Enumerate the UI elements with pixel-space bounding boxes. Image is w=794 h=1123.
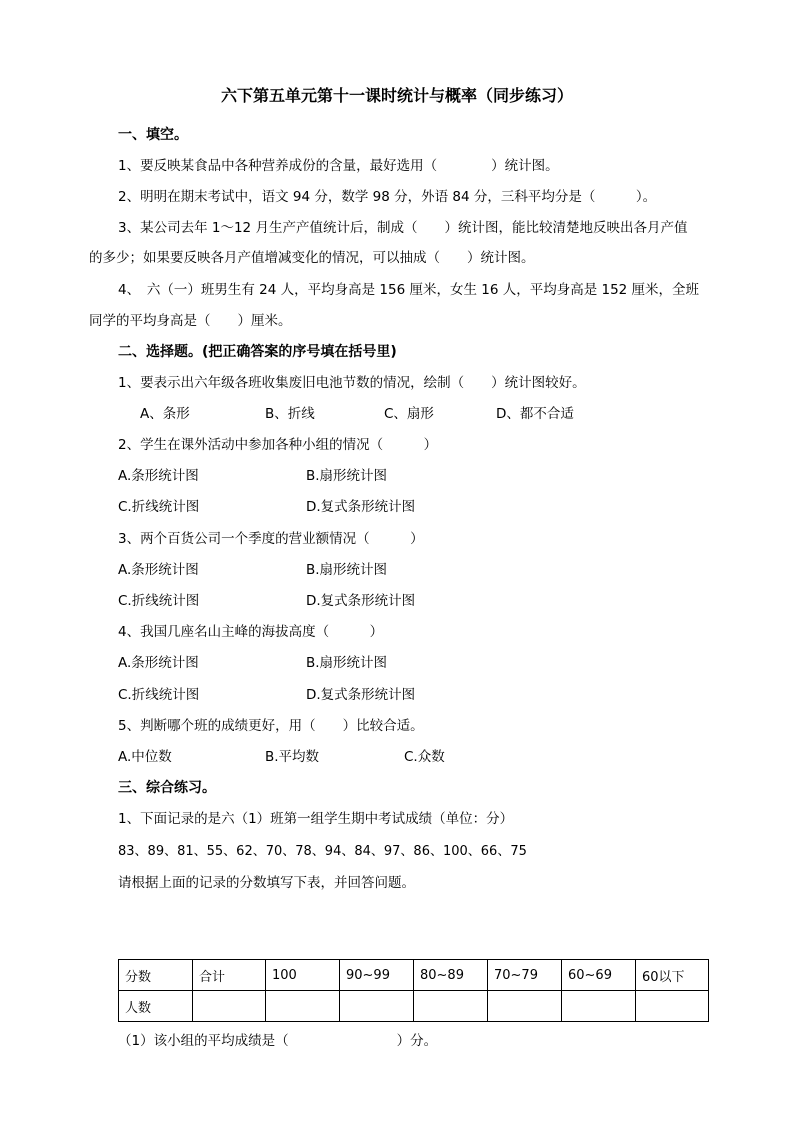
- choice-5-option-c: C.众数: [404, 749, 445, 765]
- table-blank-cell[interactable]: [636, 991, 709, 1022]
- choice-4-option-a: A.条形统计图: [118, 655, 199, 671]
- section-practice-heading: 三、综合练习。: [118, 780, 216, 796]
- choice-4-option-b: B.扇形统计图: [306, 655, 388, 671]
- choice-question-5: 5、判断哪个班的成绩更好，用（ ）比较合适。: [118, 718, 424, 734]
- choice-3-option-c: C.折线统计图: [118, 593, 200, 609]
- choice-3-option-b: B.扇形统计图: [306, 562, 388, 578]
- choice-question-1: 1、要表示出六年级各班收集废旧电池节数的情况，绘制（ ）统计图较好。: [118, 375, 586, 391]
- choice-1-option-a: A、条形: [140, 406, 190, 422]
- fill-question-3-line1: 3、某公司去年 1～12 月生产产值统计后，制成（ ）统计图，能比较清楚地反映出各月产值: [118, 220, 688, 236]
- choice-3-option-a: A.条形统计图: [118, 562, 199, 578]
- fill-question-4-line2: 同学的平均身高是（ ）厘米。: [89, 313, 292, 329]
- score-list: 83、89、81、55、62、70、78、94、84、97、86、100、66、75: [118, 844, 527, 859]
- score-table: [118, 959, 709, 1022]
- table-header-cell: 合计: [193, 960, 266, 991]
- choice-1-option-b: B、折线: [265, 406, 315, 422]
- table-blank-cell[interactable]: [193, 991, 266, 1022]
- choice-question-2: 2、学生在课外活动中参加各种小组的情况（ ）: [118, 437, 438, 453]
- choice-2-option-c: C.折线统计图: [118, 499, 200, 515]
- table-header-cell: 分数: [119, 960, 193, 991]
- practice-sub-question-1: （1）该小组的平均成绩是（ ）分。: [118, 1033, 438, 1049]
- table-blank-cell[interactable]: [488, 991, 562, 1022]
- choice-1-option-c: C、扇形: [384, 406, 434, 422]
- choice-2-option-b: B.扇形统计图: [306, 468, 388, 484]
- section-fill-heading: 一、填空。: [118, 127, 188, 143]
- choice-5-option-b: B.平均数: [265, 749, 320, 765]
- choice-question-4: 4、我国几座名山主峰的海拔高度（ ）: [118, 624, 384, 640]
- choice-4-option-c: C.折线统计图: [118, 687, 200, 703]
- section-choice-heading: 二、选择题。(把正确答案的序号填在括号里): [118, 344, 397, 360]
- table-row-label: 人数: [119, 991, 193, 1022]
- table-header-cell: 80~89: [414, 960, 488, 991]
- page-title: 六下第五单元第十一课时统计与概率（同步练习）: [220, 86, 573, 105]
- table-blank-cell[interactable]: [340, 991, 414, 1022]
- practice-question-1: 1、下面记录的是六（1）班第一组学生期中考试成绩（单位：分）: [118, 811, 514, 827]
- table-header-cell: 60~69: [562, 960, 636, 991]
- choice-question-3: 3、两个百货公司一个季度的营业额情况（ ）: [118, 531, 424, 547]
- choice-4-option-d: D.复式条形统计图: [306, 687, 416, 703]
- table-blank-cell[interactable]: [266, 991, 340, 1022]
- table-header-cell: 70~79: [488, 960, 562, 991]
- fill-question-2: 2、明明在期末考试中，语文 94 分，数学 98 分，外语 84 分，三科平均分是（ ）。: [118, 189, 657, 205]
- table-blank-cell[interactable]: [562, 991, 636, 1022]
- table-header-cell: 90~99: [340, 960, 414, 991]
- fill-question-1: 1、要反映某食品中各种营养成份的含量，最好选用（ ）统计图。: [118, 158, 559, 174]
- table-header-cell: 60以下: [636, 960, 709, 991]
- table-header-cell: 100: [266, 960, 340, 991]
- table-row: [119, 991, 709, 1022]
- practice-instruction: 请根据上面的记录的分数填写下表，并回答问题。: [118, 875, 415, 891]
- table-header-row: [119, 960, 709, 991]
- choice-3-option-d: D.复式条形统计图: [306, 593, 416, 609]
- choice-1-option-d: D、都不合适: [496, 406, 574, 422]
- fill-question-3-line2: 的多少；如果要反映各月产值增减变化的情况，可以抽成（ ）统计图。: [89, 250, 535, 266]
- table-blank-cell[interactable]: [414, 991, 488, 1022]
- choice-5-option-a: A.中位数: [118, 749, 172, 765]
- choice-2-option-a: A.条形统计图: [118, 468, 199, 484]
- choice-2-option-d: D.复式条形统计图: [306, 499, 416, 515]
- fill-question-4-line1: 4、 六（一）班男生有 24 人，平均身高是 156 厘米，女生 16 人，平均身高是 152 厘米，全班: [118, 282, 700, 298]
